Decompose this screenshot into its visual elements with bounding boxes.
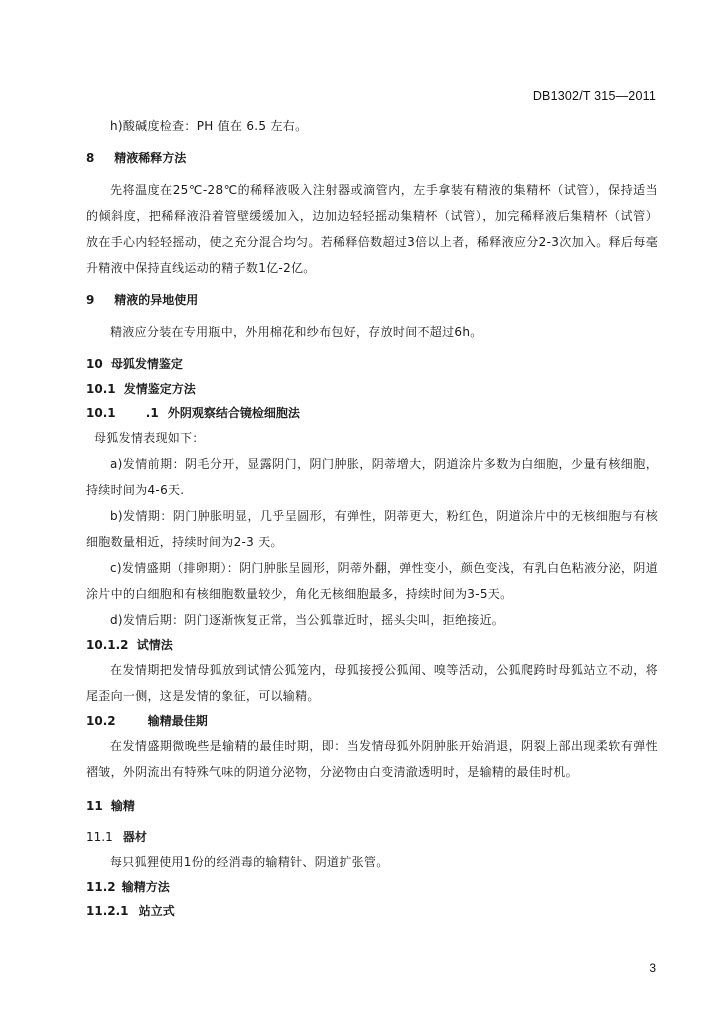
- section-8-number: 8: [86, 151, 95, 165]
- estrus-intro: 母狐发情表现如下：: [94, 431, 205, 445]
- section-9-paragraph: 精液应分装在专用瓶中，外用棉花和纱布包好，存放时间不超过6h。: [110, 325, 483, 339]
- item-h-paragraph: h)酸碱度检查：PH 值在 6.5 左右。: [110, 119, 308, 133]
- section-10-2-number: 10.2: [86, 714, 116, 728]
- section-9-number: 9: [86, 293, 95, 307]
- document-body: [86, 113, 658, 923]
- section-10-1-2-title: 试情法: [136, 638, 173, 652]
- estrus-stage-c: c)发情盛期（排卵期）：阴门肿胀呈圆形，阴蒂外翻，弹性变小，颜色变浅，有乳白色粘液分泌，阴道涂片中的白细胞和有核细胞数量较少，角化无核细胞最多，持续时间为3-5天。: [86, 561, 658, 601]
- section-11-1-paragraph: 每只狐狸使用1份的经消毒的输精针、阴道扩张管。: [110, 855, 389, 869]
- section-10-2-title: 输精最佳期: [147, 714, 208, 728]
- section-10-1-1-heading: [86, 401, 658, 425]
- section-11-2-heading: [86, 875, 658, 899]
- section-10-1-number: 10.1: [86, 382, 116, 396]
- section-10-title: 母狐发情鉴定: [110, 357, 183, 371]
- section-11-2-1-heading: [86, 899, 658, 923]
- section-11-2-1-title: 站立式: [138, 904, 175, 918]
- document-code: DB1302/T 315—2011: [532, 89, 656, 103]
- section-11-number: 11: [86, 799, 103, 813]
- section-10-1-2-number: 10.1.2: [86, 638, 129, 652]
- section-10-number: 10: [86, 357, 103, 371]
- section-10-1-2-paragraph: 在发情期把发情母狐放到试情公狐笼内，母狐接授公狐闻、嗅等活动，公狐爬跨时母狐站立不动，将尾歪向一侧，这是发情的象征，可以输精。: [86, 663, 658, 703]
- section-10-1-2-heading: [86, 633, 658, 657]
- estrus-stage-b: b)发情期：阴门肿胀明显，几乎呈圆形，有弹性，阴蒂更大，粉红色，阴道涂片中的无核细胞与有核细胞数量相近，持续时间为2-3 天。: [86, 509, 658, 549]
- section-10-1-title: 发情鉴定方法: [123, 382, 196, 396]
- section-11-1-number: 11.1: [86, 830, 113, 844]
- section-10-1-1-number: 10.1: [86, 406, 116, 420]
- section-10-heading: [86, 351, 658, 377]
- section-10-2-paragraph: 在发情盛期微晚些是输精的最佳时期，即：当发情母狐外阴肿胀开始消退，阴裂上部出现柔软有弹性褶皱，外阴流出有特殊气味的阴道分泌物，分泌物由白变清澈透明时，是输精的最佳时机。: [86, 739, 658, 779]
- section-11-2-1-number: 11.2.1: [86, 904, 129, 918]
- page-number: 3: [649, 961, 656, 975]
- section-11-2-number: 11.2: [86, 880, 116, 894]
- section-10-1-1-subnumber: .1: [145, 406, 159, 420]
- section-11-2-title: 输精方法: [121, 880, 170, 894]
- section-10-1-heading: [86, 377, 658, 401]
- section-9-heading: [86, 287, 658, 313]
- estrus-stage-a: a)发情前期：阴毛分开，显露阴门，阴门肿胀，阴蒂增大，阴道涂片多数为白细胞，少量有核细胞，持续时间为4-6天.: [86, 457, 658, 497]
- section-8-heading: [86, 145, 658, 171]
- section-9-title: 精液的异地使用: [114, 293, 199, 307]
- section-8-paragraph: 先将温度在25℃-28℃的稀释液吸入注射器或滴管内，左手拿装有精液的集精杯（试管），保持适当的倾斜度，把稀释液沿着管壁缓缓加入，边加边轻轻摇动集精杯（试管），加完稀释液后集精杯（试管）放在手心内轻轻摇动，使之充分混合均匀。若稀释倍数超过3倍以上者，稀释液应分2-3次加入。释后每毫升精液中保持直线运动的精子数1亿-2亿。: [86, 183, 658, 275]
- section-11-1-title: 器材: [122, 830, 147, 844]
- section-11-1-heading: [86, 825, 658, 849]
- section-11-title: 输精: [110, 799, 135, 813]
- section-10-1-1-title: 外阴观察结合镜检细胞法: [167, 406, 300, 420]
- section-10-2-heading: [86, 709, 658, 733]
- section-8-title: 精液稀释方法: [114, 151, 187, 165]
- estrus-stage-d: d)发情后期：阴门逐渐恢复正常，当公狐靠近时，摇头尖叫，拒绝接近。: [110, 613, 505, 627]
- section-11-heading: [86, 793, 658, 819]
